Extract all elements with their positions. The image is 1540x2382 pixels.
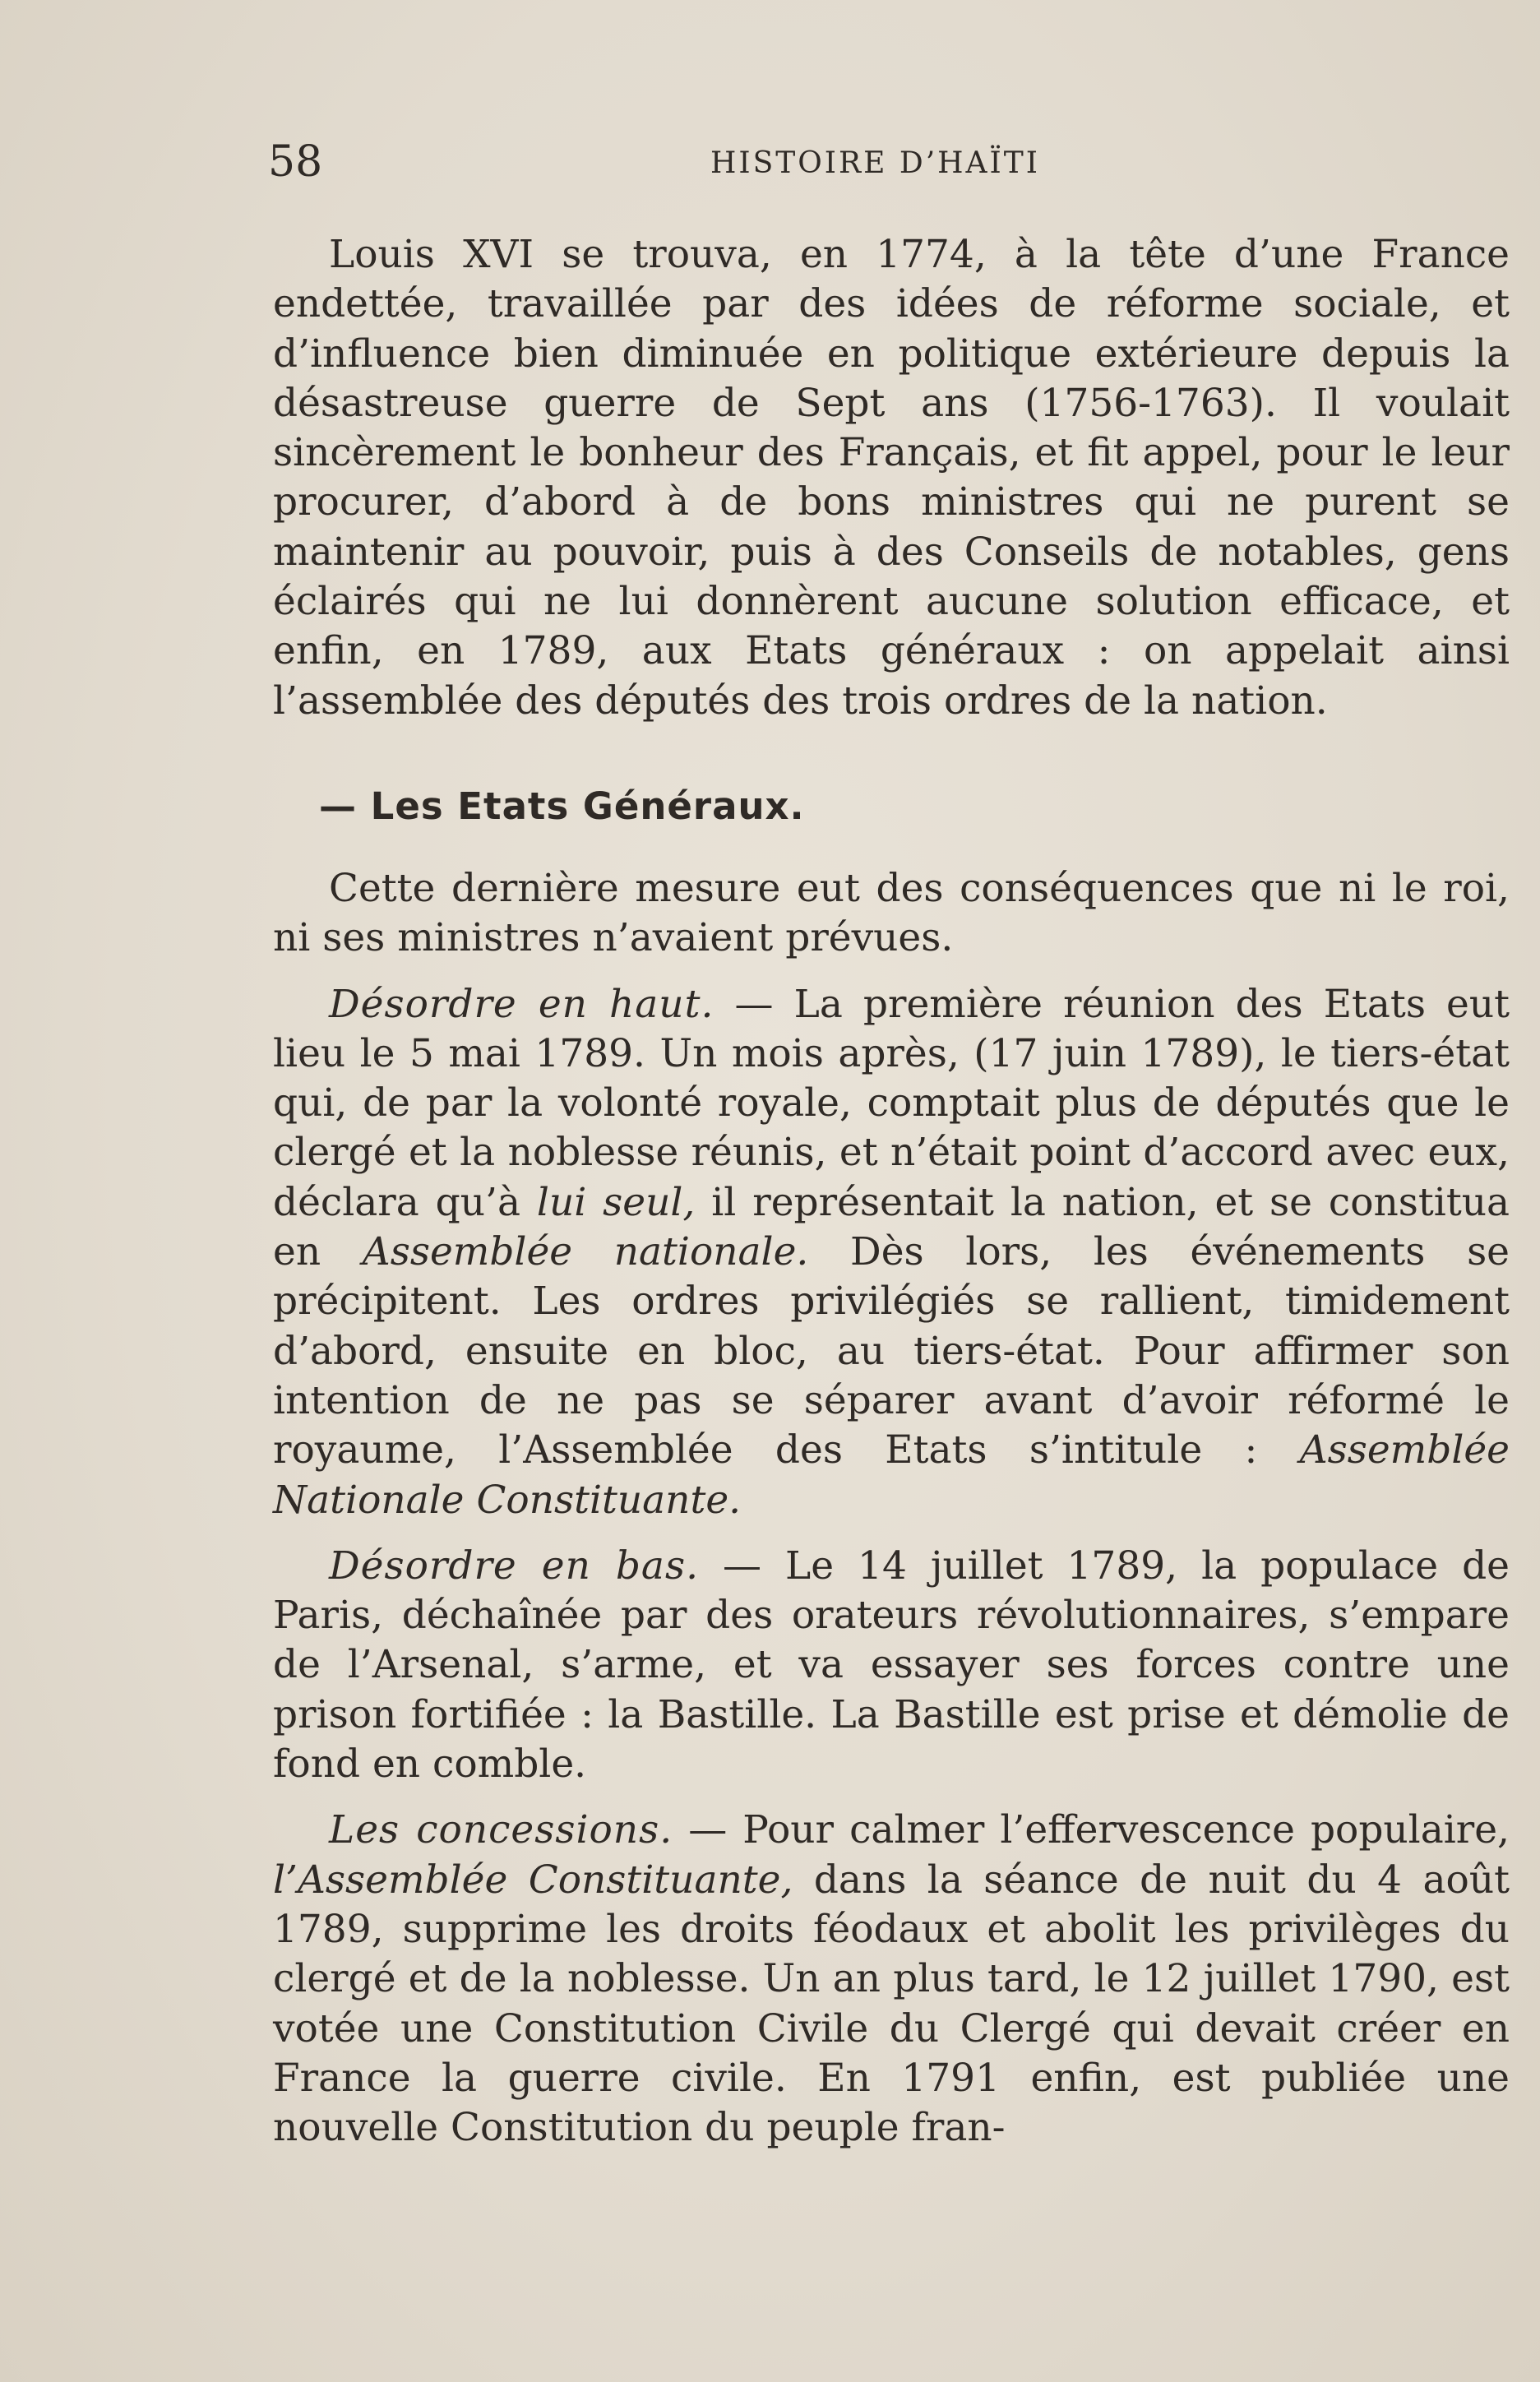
paragraph-text: — La première réunion des Etats eut lieu le 5 mai 1789. Un mois après, (17 juin 1789), le tiers-état qui, de par la volonté royale, comptait plus de députés que le clergé et la noblesse réunis, et n’était point d’accord avec eux, déclara qu’à [273,981,1510,1225]
paragraph-desordre-en-haut [273,980,1510,1525]
paragraph-text: Dès lors, les événements se précipitent. Les ordres privilégiés se rallient, timidement d’abord, ensuite en bloc, au tiers-état. Pour affirmer son intention de ne pas se séparer avant d’avoir réformé le royaume, l’Assemblée des Etats s’intitule : [273,1229,1510,1473]
paragraph-text: — Le 14 juillet 1789, la populace de Paris, déchaînée par des orateurs révolutionnaires, s’empare de l’Arsenal, s’arme, et va essayer ses forces contre une prison fortifiée : la Bastille. La Bastille est prise et démolie de fond en comble. [273,1543,1510,1788]
paragraph-text: — Pour calmer l’effervescence populaire, [673,1807,1510,1853]
page-header [268,133,1518,191]
emphasis-text: l’Assemblée Constituante, [273,1857,793,1903]
paragraph-lead: Les concessions. [329,1807,673,1853]
emphasis-text: Assemblée nationale. [362,1229,809,1275]
paragraph-consequences: Cette dernière mesure eut des conséquences que ni le roi, ni ses ministres n’avaient prévues. [273,865,1510,961]
paragraph-concessions [273,1806,1510,2153]
section-heading: — Les Etats Généraux. [319,784,805,828]
paragraph-lead: Désordre en haut. [329,981,715,1027]
paragraph-louis-xvi: Louis XVI se trouva, en 1774, à la tête d’une France endettée, travaillée par des idées de réforme sociale, et d’influence bien diminuée en politique extérieure depuis la désastreuse guerre de Sept ans (1756-1763). Il voulait sincèrement le bonheur des Français, et fit appel, pour le leur procurer, d’abord à de bons ministres qui ne purent se maintenir au pouvoir, puis à des Conseils de notables, gens éclairés qui ne lui donnèrent aucune solution efficace, et enfin, en 1789, aux Etats généraux : on appelait ainsi l’assemblée des députés des trois ordres de la nation. [273,232,1510,724]
paragraph-text: il représentait la nation, et se constitua en [273,1179,1510,1275]
body-text [273,230,1510,2153]
emphasis-text: Assemblée Nationale Constituante. [273,1427,1510,1523]
emphasis-text: lui seul, [536,1179,696,1225]
page-number: 58 [268,137,323,187]
paragraph-lead: Désordre en bas. [329,1543,700,1589]
paragraph-desordre-en-bas [273,1542,1510,1789]
running-title: HISTOIRE D’HAÏTI [710,146,1041,180]
paragraph-text: dans la séance de nuit du 4 août 1789, supprime les droits féodaux et abolit les privilèges du clergé et de la noblesse. Un an plus tard, le 12 juillet 1790, est votée une Constitution Civile du Clergé qui devait créer en France la guerre civile. En 1791 enfin, est publiée une nouvelle Constitution du peuple fran- [273,1857,1510,2151]
